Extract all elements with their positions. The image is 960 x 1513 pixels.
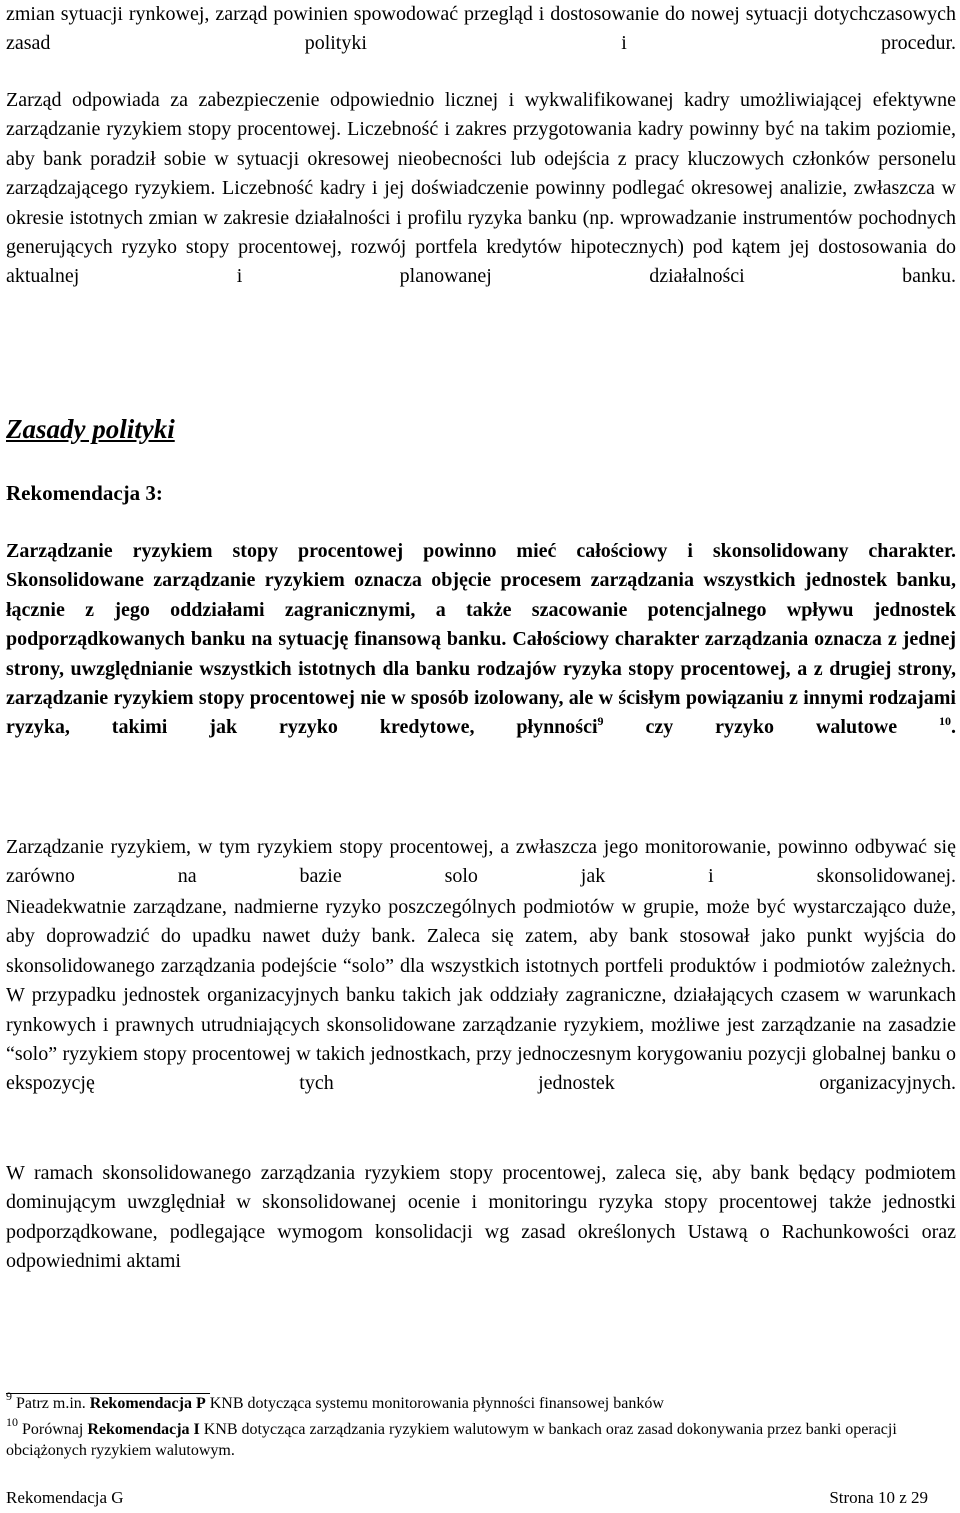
- paragraph-text: [6, 537, 956, 772]
- footnote-9: [6, 1389, 936, 1414]
- paragraph-text: [6, 86, 956, 321]
- recommendation-heading: Rekomendacja 3:: [6, 481, 163, 505]
- paragraph-consolidated-scope: [6, 1159, 956, 1277]
- sentence: Liczebność i zakres przygotowania kadry powinny być na takim poziomie, aby bank poradził sobie w sytuacji okresowej nieobecności lub odejścia z pracy kluczowych członków personelu zarządzającego ryzykiem.: [6, 118, 957, 200]
- paragraph-intro: [6, 0, 956, 88]
- paragraph-staffing: [6, 86, 956, 321]
- footnote-text: Patrz m.in.: [12, 1395, 90, 1412]
- paragraph-text: Nieadekwatnie zarządzane, nadmierne ryzyko poszczególnych podmiotów w grupie, może być wystarczająco duże, aby doprowadzić do upadku nawet duży bank. Zaleca się zatem, aby bank stosował jako punkt wyjścia do skonsolidowanego zarządzania podejście “solo” dla wszystkich istotnych portfeli produktów i podmiotów zależnych. W przypadku jednostek organizacyjnych banku takich jak oddziały zagraniczne, działających czasem w warunkach rynkowych i prawnych utrudniających skonsolidowane zarządzanie ryzykiem, możliwe jest zarządzanie na zasadzie “solo” ryzykiem stopy procentowej w takich jednostkach, przy jednoczesnym korygowaniu pozycji globalnej banku o ekspozycję tych jednostek organizacyjnych.: [6, 896, 956, 1095]
- footnote-ref-9[interactable]: 9: [597, 714, 604, 729]
- footnote-reference: Rekomendacja P: [89, 1395, 206, 1412]
- footnote-ref-10[interactable]: 10: [939, 714, 952, 729]
- footnote-reference: Rekomendacja I: [87, 1421, 200, 1438]
- paragraph-group-risk: [6, 893, 956, 1128]
- recommendation-text: Zarządzanie ryzykiem stopy procentowej powinno mieć całościowy i skonsolidowany charakter. Skonsolidowane zarządzanie ryzykiem oznacza objęcie procesem zarządzania wszystkich jednostek banku, łącznie z jego oddziałami zagranicznymi, a także szacowanie potencjalnego wpływu jednostek podporządkowanych banku na sytuację finansową banku. Całościowy charakter zarządzania oznacza z jednej strony, uwzględnianie wszystkich istotnych dla banku rodzajów ryzyka stopy procentowej, a z drugiej strony, zarządzanie ryzykiem stopy procentowej nie w sposób izolowany, ale w ścisłym powiązaniu z innymi rodzajami ryzyka, takimi jak ryzyko kredytowe, płynności: [6, 540, 956, 739]
- footnote-number: 10: [6, 1415, 18, 1429]
- footer-document-name: Rekomendacja G: [6, 1488, 124, 1507]
- paragraph-text: zmian sytuacji rynkowej, zarząd powinien spowodować przegląd i dostosowanie do nowej sytuacji dotychczasowych zasad polityki i procedur.: [6, 3, 956, 55]
- footnote-text: Porównaj: [18, 1421, 88, 1438]
- recommendation-text-cont: czy ryzyko walutowe: [603, 716, 898, 739]
- recommendation-body: [6, 537, 956, 772]
- page-footer: [6, 1486, 928, 1510]
- sentence: Zarząd odpowiada za zabezpieczenie odpowiednio licznej i wykwalifikowanej kadry umożliwiającej efektywne zarządzanie ryzykiem stopy procentowej.: [6, 89, 956, 141]
- paragraph-text: W ramach skonsolidowanego zarządzania ryzykiem stopy procentowej, zaleca się, aby bank będący podmiotem dominującym uwzględniał w skonsolidowanej ocenie i monitoringu ryzyka stopy procentowej także jednostki podporządkowane, podlegające wymogom konsolidacji wg zasad określonych Ustawą o Rachunkowości oraz odpowiednimi aktami: [6, 1162, 956, 1273]
- footer-page-number: Strona 10 z 29: [829, 1488, 928, 1507]
- recommendation-text-end: .: [951, 716, 957, 739]
- footnote-number: 9: [6, 1389, 12, 1403]
- paragraph-text: Zarządzanie ryzykiem, w tym ryzykiem stopy procentowej, a zwłaszcza jego monitorowanie, powinno odbywać się zarówno na bazie solo jak i skonsolidowanej.: [6, 836, 956, 888]
- footnote-text: KNB dotycząca systemu monitorowania płynności finansowej banków: [205, 1395, 664, 1412]
- footnote-text: KNB dotycząca zarządzania ryzykiem walutowym w bankach oraz zasad dokonywania przez banki operacji obciążonych ryzykiem walutowym.: [6, 1421, 897, 1459]
- sentence: Liczebność kadry i jej doświadczenie powinny podlegać okresowej analizie, zwłaszcza w okresie istotnych zmian w zakresie działalności i profilu ryzyka banku (np. wprowadzanie instrumentów pochodnych generujących ryzyko stopy procentowej, rozwój portfela kredytów hipotecznych) pod kątem jej dostosowania do aktualnej i planowanej działalności banku.: [6, 177, 956, 288]
- section-heading: Zasady polityki: [6, 414, 175, 444]
- footnote-10: [6, 1415, 936, 1461]
